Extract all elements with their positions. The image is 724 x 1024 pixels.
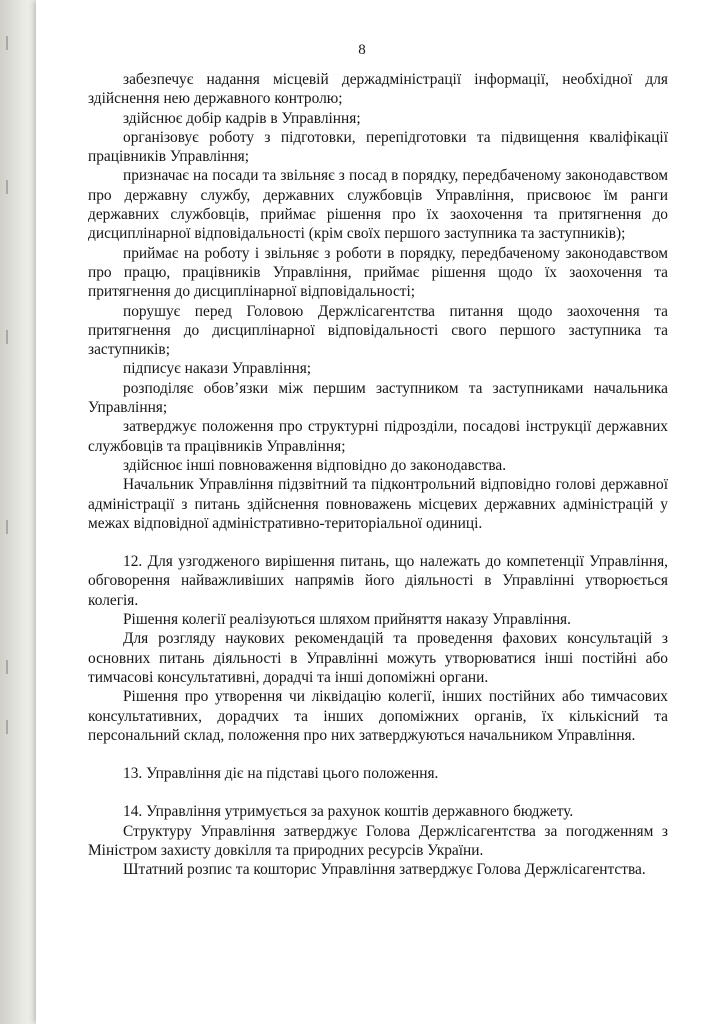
paragraph: Для розгляду наукових рекомендацій та проведення фахових консультацій з основних питань діяльності в Управлінні можуть утворюватися інші постійні або тимчасові консультативні, дорадчі та інші допоміжні органи.: [88, 630, 668, 686]
paragraph: приймає на роботу і звільняє з роботи в порядку, передбаченому законодавством про працю, працівників Управління, приймає рішення щодо їх заохочення та притягнення до дисциплінарної відповідальності;: [88, 244, 668, 301]
binding-mark: [6, 330, 28, 344]
paragraph: Рішення про утворення чи ліквідацію колегії, інших постійних або тимчасових консультативних, дорадчих та інших допоміжних органів, їх кількісний та персональний склад, положення про них затверджуються начальником Управління.: [88, 688, 668, 744]
paragraph: Начальник Управління підзвітний та підконтрольний відповідно голові державної адміністрації з питань здійснення повноважень місцевих державних адміністрацій у межах відповідної адміністративно-територіальної одиниці.: [88, 476, 668, 532]
section-12-heading-paragraph: 12. Для узгодженого вирішення питань, що належать до компетенції Управління, обговорення найважливіших напрямів його діяльності в Управлінні утворюється колегія.: [88, 553, 668, 609]
section-spacer: [88, 533, 668, 552]
paragraph: забезпечує надання місцевій держадміністрації інформації, необхідної для здійснення нею державного контролю;: [88, 71, 668, 108]
paragraph: призначає на посади та звільняє з посад в порядку, передбаченому законодавством про державну службу, державних службовців Управління, присвоює їм ранги державних службовців, приймає рішення про їх заохочення та притягнення до дисциплінарної відповідальності (крім своїх першого заступника та заступників);: [88, 167, 668, 243]
paragraph: організовує роботу з підготовки, перепідготовки та підвищення кваліфікації працівників Управління;: [88, 128, 668, 166]
section-13-paragraph: 13. Управління діє на підставі цього положення.: [123, 765, 439, 783]
paragraph: розподіляє обов’язки між першим заступником та заступниками начальника Управління;: [88, 379, 668, 417]
page-number: 8: [358, 42, 366, 58]
paragraph: Рішення колегії реалізуються шляхом прийняття наказу Управління.: [123, 611, 571, 629]
binding-mark: [6, 520, 28, 534]
paragraph: здійснює добір кадрів в Управління;: [123, 109, 361, 127]
paragraph: порушує перед Головою Держлісагентства питання щодо заохочення та притягнення до дисциплінарної відповідальності свого першого заступника та заступників;: [88, 302, 668, 359]
binding-mark: [6, 720, 28, 734]
binding-mark: [6, 180, 28, 194]
binding-mark: [6, 660, 28, 674]
section-spacer: [88, 783, 668, 802]
previous-page-edge: [0, 0, 36, 1024]
paragraph: підписує накази Управління;: [123, 360, 312, 378]
document-body: [88, 70, 668, 880]
paragraph: Структуру Управління затверджує Голова Держлісагентства за погодженням з Міністром захисту довкілля та природних ресурсів України.: [88, 822, 668, 859]
paragraph: Штатний розпис та кошторис Управління затверджує Голова Держлісагентства.: [123, 861, 646, 879]
section-spacer: [88, 745, 668, 764]
paragraph: здійснює інші повноваження відповідно до законодавства.: [123, 456, 507, 474]
section-14-paragraph: 14. Управління утримується за рахунок коштів державного бюджету.: [123, 803, 574, 821]
paragraph: затверджує положення про структурні підрозділи, посадові інструкції державних службовців та працівників Управління;: [88, 418, 668, 455]
